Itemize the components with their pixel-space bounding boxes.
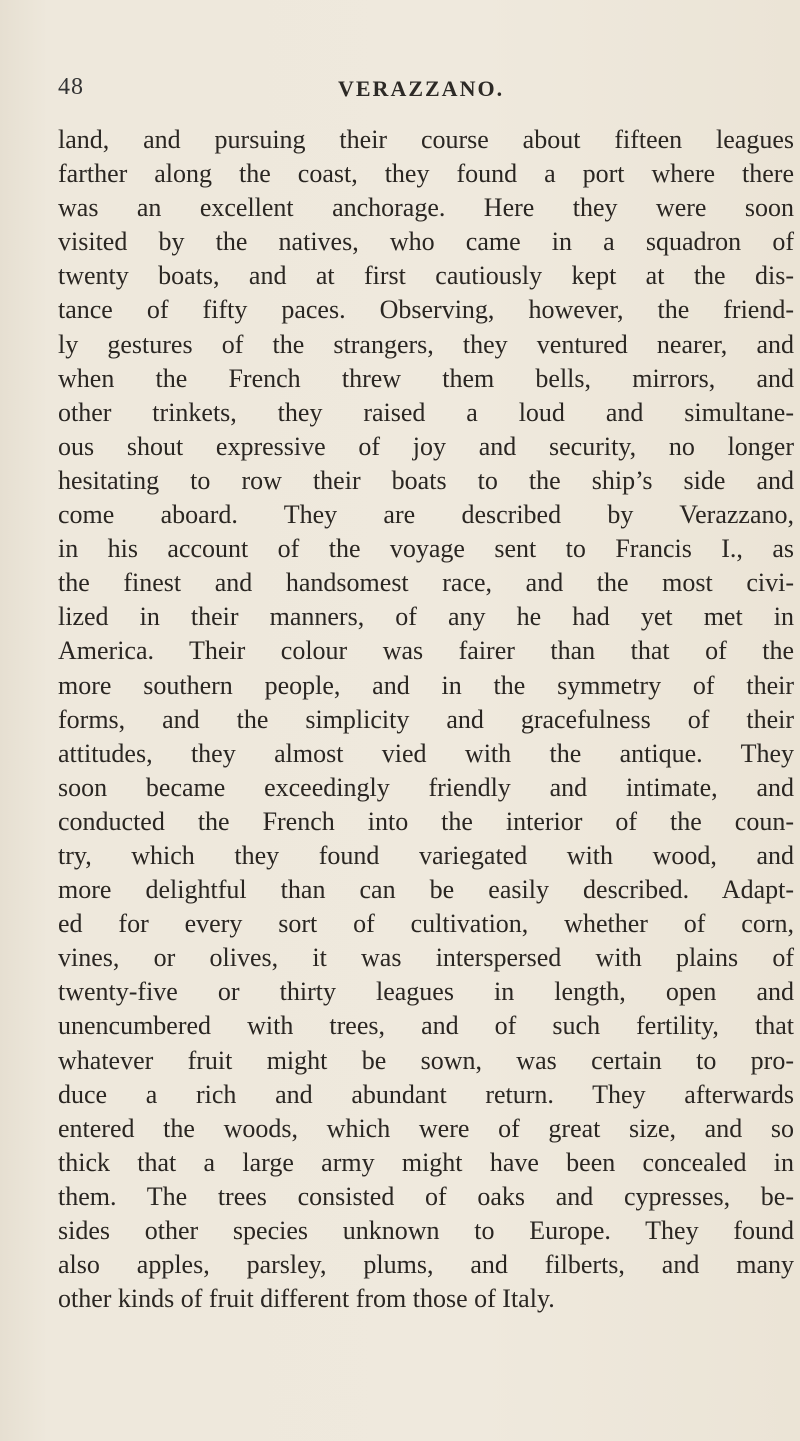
- text-line: was an excellent anchorage. Here they were soon: [58, 193, 794, 223]
- text-line: whatever fruit might be sown, was certain to pro-: [58, 1045, 794, 1075]
- text-line: thick that a large army might have been concealed in: [58, 1147, 794, 1177]
- text-line: America. Their colour was fairer than that of the: [58, 636, 794, 666]
- text-line: land, and pursuing their course about fifteen leagues: [58, 125, 794, 154]
- text-line: also apples, parsley, plums, and filberts, and many: [58, 1250, 794, 1280]
- text-line: forms, and the simplicity and gracefulness of their: [58, 704, 794, 734]
- text-line: soon became exceedingly friendly and intimate, and: [58, 772, 794, 802]
- text-line: conducted the French into the interior of the coun-: [58, 806, 794, 836]
- text-line: in his account of the voyage sent to Francis I., as: [58, 534, 794, 564]
- text-line: come aboard. They are described by Verazzano,: [58, 500, 794, 530]
- page-number: 48: [58, 74, 84, 100]
- text-line: twenty boats, and at first cautiously kept at the dis-: [58, 261, 794, 291]
- text-line: sides other species unknown to Europe. They found: [58, 1216, 794, 1245]
- text-line: when the French threw them bells, mirrors, and: [58, 363, 794, 393]
- text-line: ed for every sort of cultivation, whether of corn,: [58, 909, 794, 939]
- text-line: more southern people, and in the symmetry of their: [58, 670, 794, 700]
- text-line: hesitating to row their boats to the ship’s side and: [58, 465, 794, 495]
- text-line: vines, or olives, it was interspersed with plains of: [58, 943, 794, 973]
- text-line: visited by the natives, who came in a squadron of: [58, 227, 794, 257]
- text-line: attitudes, they almost vied with the antique. They: [58, 738, 794, 768]
- running-head: VERAZZANO.: [338, 76, 505, 101]
- text-line: more delightful than can be easily described. Adapt-: [58, 875, 794, 905]
- text-line: unencumbered with trees, and of such fertility, that: [58, 1011, 794, 1041]
- text-line: entered the woods, which were of great size, and so: [58, 1113, 794, 1143]
- text-line: twenty-five or thirty leagues in length, open and: [58, 977, 794, 1007]
- text-line: try, which they found variegated with wood, and: [58, 840, 794, 870]
- text-line: tance of fifty paces. Observing, however, the friend-: [58, 295, 794, 325]
- text-line: duce a rich and abundant return. They afterwards: [58, 1079, 794, 1109]
- text-line: ly gestures of the strangers, they ventured nearer, and: [58, 329, 794, 359]
- text-line: lized in their manners, of any he had yet met in: [58, 602, 794, 632]
- text-line: farther along the coast, they found a port where there: [58, 159, 794, 189]
- text-line: other trinkets, they raised a loud and simultane-: [58, 397, 794, 427]
- text-line: other kinds of fruit different from those of Italy.: [58, 1284, 555, 1314]
- text-line: them. The trees consisted of oaks and cypresses, be-: [58, 1181, 794, 1211]
- text-line: ous shout expressive of joy and security, no longer: [58, 431, 794, 461]
- text-line: the finest and handsomest race, and the most civi-: [58, 568, 794, 598]
- body-text: [58, 123, 794, 1316]
- page-header: [58, 74, 740, 108]
